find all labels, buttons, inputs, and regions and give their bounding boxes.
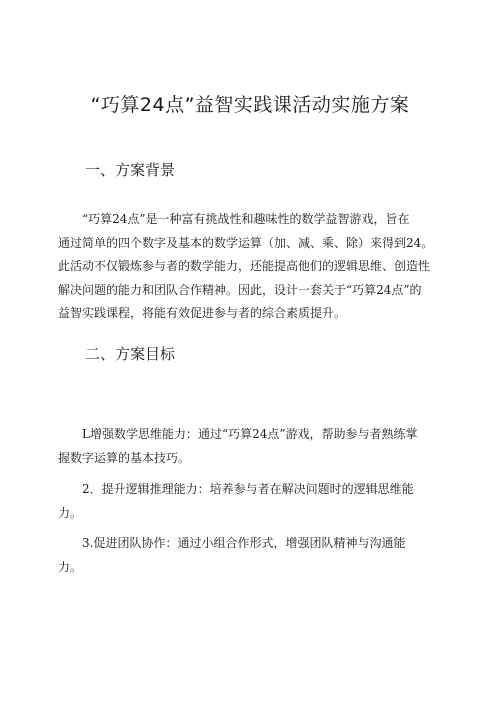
goal-line: 力。 (58, 505, 83, 520)
background-paragraph (58, 208, 450, 326)
paragraph-line: 通过简单的四个数字及基本的数学运算（加、减、乘、除）来得到24。 (58, 235, 434, 250)
goal-item (58, 532, 450, 579)
paragraph-line: 益智实践课程，将能有效促进参与者的综合素质提升。 (58, 306, 347, 320)
section-heading-goals: 二、方案目标 (85, 345, 176, 363)
section-heading-background: 一、方案背景 (85, 161, 176, 179)
paragraph-line: 解决问题的能力和团队合作精神。因此，设计一套关于“巧算24点”的 (58, 282, 422, 297)
goal-line: 力。 (58, 559, 83, 574)
goal-line: 2．提升逻辑推理能力：培养参与者在解决问题时的逻辑思维能 (82, 482, 414, 496)
goal-item (58, 478, 450, 525)
goal-line: L增强数学思维能力：通过“巧算24点”游戏，帮助参与者熟练掌 (82, 427, 418, 441)
goal-line: 握数字运算的基本技巧。 (58, 450, 191, 465)
goal-item (58, 423, 450, 470)
paragraph-line: “巧算24点”是一种富有挑战性和趣味性的数学益智游戏，旨在 (82, 212, 410, 226)
goal-line: 3.促进团队协作：通过小组合作形式，增强团队精神与沟通能 (82, 536, 406, 550)
paragraph-line: 此活动不仅锻炼参与者的数学能力，还能提高他们的逻辑思维、创造性 (58, 259, 431, 273)
document-title: “巧算24点”益智实践课活动实施方案 (90, 94, 410, 116)
